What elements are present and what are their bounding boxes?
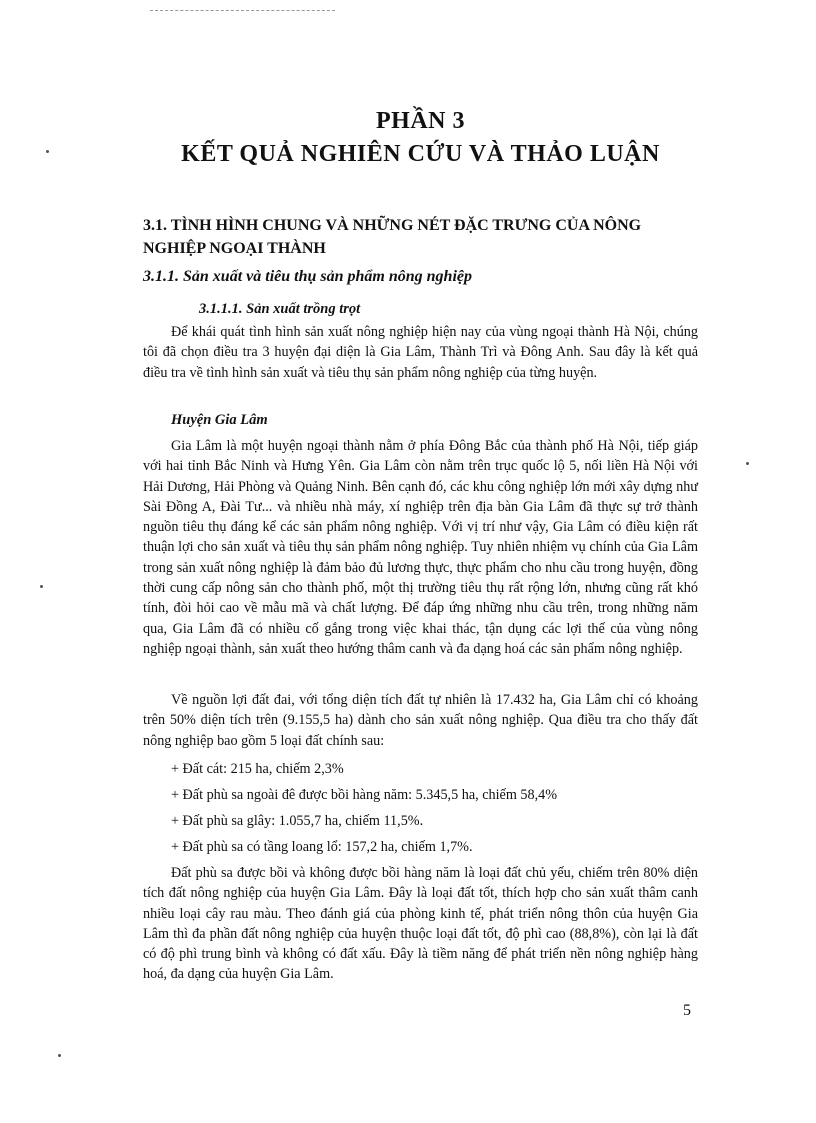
- scan-speck: [746, 462, 749, 465]
- part-title: PHẦN 3: [376, 108, 465, 134]
- scan-speck: [46, 150, 49, 153]
- scan-speck: [40, 585, 43, 588]
- scan-speck: [58, 1054, 61, 1057]
- chapter-title: KẾT QUẢ NGHIÊN CỨU VÀ THẢO LUẬN: [181, 141, 660, 167]
- list-item: + Đất phù sa glây: 1.055,7 ha, chiếm 11,5%.: [171, 813, 424, 829]
- paragraph-text: Về nguồn lợi đất đai, với tổng diện tích đất tự nhiên là 17.432 ha, Gia Lâm chỉ có khoảng trên 50% diện tích trên (9.155,5 ha) dành cho sản xuất nông nghiệp. Qua điều tra cho thấy đất nông nghiệp bao gồm 5 loại đất chính sau:: [143, 692, 698, 749]
- list-item: + Đất phù sa ngoài đê được bồi hàng năm: 5.345,5 ha, chiếm 58,4%: [171, 787, 558, 803]
- subsection-heading: 3.1.1. Sản xuất và tiêu thụ sản phẩm nông nghiệp: [143, 268, 472, 285]
- land-paragraph: [143, 690, 698, 751]
- paragraph-text: Gia Lâm là một huyện ngoại thành nằm ở phía Đông Bắc của thành phố Hà Nội, tiếp giáp với hai tỉnh Bắc Ninh và Hưng Yên. Gia Lâm còn nằm trên trục quốc lộ 5, nối liền Hà Nội với Hải Dương, Hải Phòng và Quảng Ninh. Bên cạnh đó, các khu công nghiệp lớn mới xây dựng như Sài Đồng A, Đài Tư... và nhiều nhà máy, xí nghiệp trên địa bàn Gia Lâm đã thực sự trở thành nguồn tiêu thụ đáng kể các sản phẩm nông nghiệp. Với vị trí như vậy, Gia Lâm có điều kiện rất thuận lợi cho sản xuất và tiêu thụ sản phẩm nông nghiệp. Tuy nhiên nhiệm vụ chính của Gia Lâm trong sản xuất nông nghiệp là đảm bảo đủ lương thực, thực phẩm cho nhu cầu trong huyện, đồng thời cung cấp nông sản cho thành phố, một thị trường tiêu thụ rất rộng lớn, nhưng cũng rất khó tính, đòi hỏi cao về mẫu mã và chất lượng. Để đáp ứng những nhu cầu trên, trong những năm qua, Gia Lâm đã có nhiều cố gắng trong việc khai thác, tận dụng các lợi thế của vùng nông nghiệp ngoại thành, sản xuất theo hướng thâm canh và đa dạng hoá các sản phẩm nông nghiệp.: [143, 438, 698, 657]
- district-heading: Huyện Gia Lâm: [171, 412, 268, 428]
- intro-paragraph: [143, 322, 698, 383]
- conclusion-paragraph: [143, 863, 698, 985]
- paragraph-text: Đất phù sa được bồi và không được bồi hàng năm là loại đất chủ yếu, chiếm trên 80% diện tích đất nông nghiệp của huyện Gia Lâm. Đây là loại đất tốt, thích hợp cho sản xuất thâm canh nhiều loại cây rau màu. Theo đánh giá của phòng kinh tế, phát triển nông thôn của huyện Gia Lâm thì đa phần đất nông nghiệp của huyện thuộc loại đất tốt, độ phì cao (88,8%), còn lại là đất có độ phì trung bình và không có đất xấu. Đây là tiềm năng để phát triển nền nông nghiệp hàng hoá, đa dạng của huyện Gia Lâm.: [143, 865, 698, 983]
- list-item: + Đất cát: 215 ha, chiếm 2,3%: [171, 761, 344, 777]
- scan-top-mark: [150, 10, 335, 11]
- land-type-list: [171, 756, 698, 860]
- gia-lam-paragraph: [143, 436, 698, 659]
- list-item: + Đất phù sa có tầng loang lổ: 157,2 ha, chiếm 1,7%.: [171, 839, 473, 855]
- paragraph-text: Để khái quát tình hình sản xuất nông nghiệp hiện nay của vùng ngoại thành Hà Nội, chúng tôi đã chọn điều tra 3 huyện đại diện là Gia Lâm, Thành Trì và Đông Anh. Sau đây là kết quả điều tra về tình hình sản xuất và tiêu thụ sản phẩm nông nghiệp của từng huyện.: [143, 324, 698, 381]
- section-heading: 3.1. TÌNH HÌNH CHUNG VÀ NHỮNG NÉT ĐẶC TRƯNG CỦA NÔNG NGHIỆP NGOẠI THÀNH: [143, 217, 642, 257]
- subsubsection-heading: 3.1.1.1. Sản xuất trồng trọt: [199, 301, 361, 317]
- page-number: 5: [683, 1002, 691, 1019]
